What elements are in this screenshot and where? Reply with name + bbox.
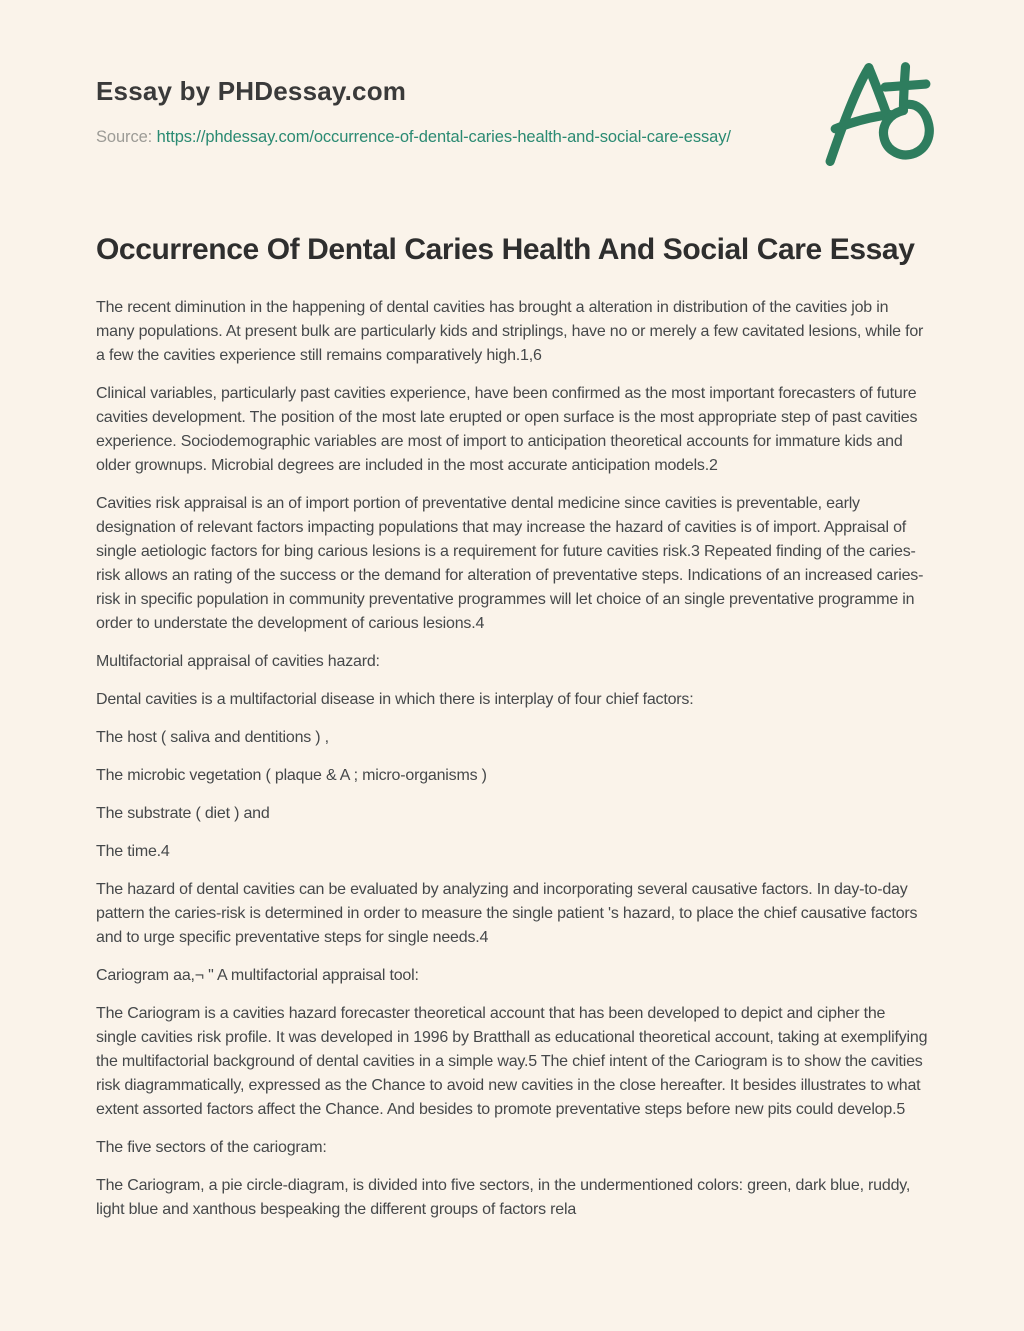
- a-plus-logo-icon: [822, 52, 934, 170]
- source-label: Source:: [96, 128, 153, 146]
- essay-title: Occurrence Of Dental Caries Health And Social Care Essay: [96, 233, 915, 266]
- source-link[interactable]: https://phdessay.com/occurrence-of-dental-caries-health-and-social-care-essay/: [156, 128, 731, 146]
- paragraph: The five sectors of the cariogram:: [96, 1139, 327, 1156]
- paragraph: The time.4: [96, 843, 170, 860]
- byline: Essay by PHDessay.com: [96, 76, 407, 106]
- page-header: [96, 76, 928, 148]
- paragraph: The Cariogram is a cavities hazard forecaster theoretical account that has been developed to depict and cipher the single cavities risk profile. It was developed in 1996 by Bratthall as educational theoretical account, taking at exemplifying the multifactorial background of dental cavities in a simple way.5 The chief intent of the Cariogram is to show the cavities risk diagrammatically, expressed as the Chance to avoid new cavities in the close hereafter. It besides illustrates to what extent assorted factors affect the Chance. And besides to promote preventative steps before new pits could develop.5: [96, 1005, 928, 1118]
- paragraph: The Cariogram, a pie circle-diagram, is divided into five sectors, in the undermentioned colors: green, dark blue, ruddy, light blue and xanthous bespeaking the different groups of factors rela: [96, 1177, 911, 1218]
- source-line: [96, 126, 928, 148]
- paragraph: Dental cavities is a multifactorial disease in which there is interplay of four chief factors:: [96, 691, 694, 708]
- article-body: [96, 296, 928, 1222]
- paragraph: The substrate ( diet ) and: [96, 805, 270, 822]
- paragraph: Clinical variables, particularly past cavities experience, have been confirmed as the most important forecasters of future cavities development. The position of the most late erupted or open surface is the most appropriate step of past cavities experience. Sociodemographic variables are most of import to anticipation theoretical accounts for immature kids and older grownups. Microbial degrees are included in the most accurate anticipation models.2: [96, 385, 918, 474]
- paragraph: The host ( saliva and dentitions ) ,: [96, 729, 329, 746]
- paragraph: Cariogram aa,¬ " A multifactorial appraisal tool:: [96, 967, 419, 984]
- paragraph: The microbic vegetation ( plaque & A ; micro-organisms ): [96, 767, 487, 784]
- paragraph: Cavities risk appraisal is an of import portion of preventative dental medicine since cavities is preventable, early designation of relevant factors impacting populations that may increase the hazard of cavities is of import. Appraisal of single aetiologic factors for bing carious lesions is a requirement for future cavities risk.3 Repeated finding of the caries-risk allows an rating of the success or the demand for alteration of preventative steps. Indications of an increased caries-risk in specific population in community preventative programmes will let choice of an single preventative programme in order to understate the development of carious lesions.4: [96, 495, 924, 632]
- paragraph: The recent diminution in the happening of dental cavities has brought a alteration in distribution of the cavities job in many populations. At present bulk are particularly kids and striplings, have no or merely a few cavitated lesions, while for a few the cavities experience still remains comparatively high.1,6: [96, 299, 924, 364]
- paragraph: Multifactorial appraisal of cavities hazard:: [96, 653, 380, 670]
- paragraph: The hazard of dental cavities can be evaluated by analyzing and incorporating several causative factors. In day-to-day pattern the caries-risk is determined in order to measure the single patient 's hazard, to place the chief causative factors and to urge specific preventative steps for single needs.4: [96, 881, 918, 946]
